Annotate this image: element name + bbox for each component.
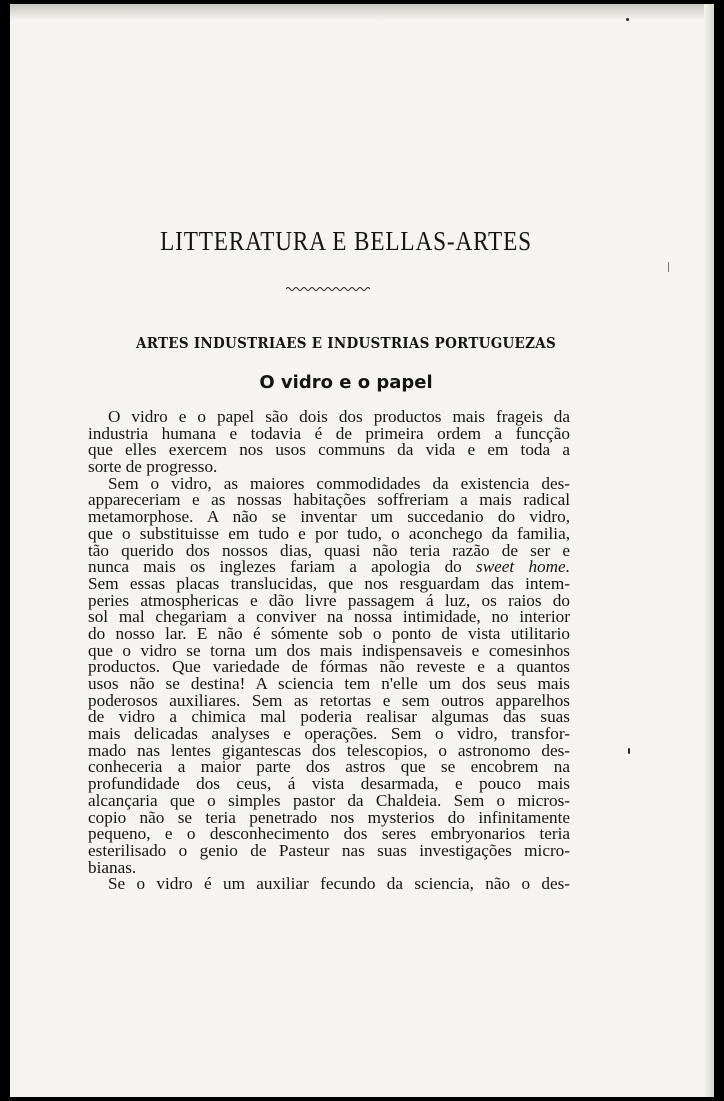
text-line: copio não se teria penetrado nos mysterios do infinitamente <box>88 807 570 827</box>
text-line: que o substituisse em tudo e por tudo, o aconchego da familia, <box>88 523 570 543</box>
article-title: ARTES INDUSTRIAES E INDUSTRIAS PORTUGUEZAS <box>135 334 557 352</box>
scan-speck <box>668 262 669 272</box>
section-title: LITTERATURA E BELLAS-ARTES <box>160 226 532 256</box>
text-line: productos. Que variedade de fórmas não reveste e a quantos <box>88 657 570 677</box>
text-line: pequeno, e o desconhecimento dos seres embryonarios teria <box>88 824 570 844</box>
scan-speck <box>628 748 630 754</box>
page-edge-shadow <box>704 4 714 1097</box>
scan-speck <box>626 18 629 21</box>
text-line: alcançaria que o simples pastor da Chaldeia. Sem o micros- <box>88 790 570 810</box>
article-body <box>88 409 570 893</box>
wavy-divider-ornament <box>286 285 370 293</box>
text-line: peries atmosphericas e dão livre passagem á luz, os raios do <box>88 590 570 610</box>
text-line: appareceriam e as nossas habitações soffreriam a mais radical <box>88 490 570 510</box>
text-line: industria humana e todavia é de primeira ordem a funcção <box>88 423 570 443</box>
text-line: mais delicadas analyses e operações. Sem o vidro, transfor- <box>88 724 570 744</box>
text-line: metamorphose. A não se inventar um succedanio do vidro, <box>88 507 570 527</box>
text-line: Sem essas placas translucidas, que nos resguardam das intem- <box>88 573 570 593</box>
page-top-shadow <box>10 4 714 20</box>
text-line: tão querido dos nossos dias, quasi não teria razão de ser e <box>88 540 570 560</box>
text-line: de vidro a chimica mal poderia realisar algumas das suas <box>88 707 570 727</box>
text-line: bianas. <box>88 857 137 877</box>
article-subtitle: O vidro e o papel <box>259 372 433 393</box>
text-line: Se o vidro é um auxiliar fecundo da sciencia, não o des- <box>108 874 570 894</box>
text-line: usos não se destina! A sciencia tem n'elle um dos seus mais <box>88 674 570 693</box>
text-line: Sem o vidro, as maiores commodidades da existencia des- <box>108 473 570 493</box>
text-line: sorte de progresso. <box>88 457 218 477</box>
text-line: esterilisado o genio de Pasteur nas suas investigações micro- <box>88 840 570 860</box>
text-line: do nosso lar. E não é sómente sob o ponto de vista utilitario <box>88 623 570 643</box>
text-line: que o vidro se torna um dos mais indispensaveis e comesinhos <box>88 640 570 660</box>
scanned-page <box>10 4 714 1097</box>
text-line: O vidro e o papel são dois dos productos mais frageis da <box>108 407 570 426</box>
text-line: poderosos auxiliares. Sem as retortas e sem outros apparelhos <box>88 690 570 710</box>
text-line: profundidade dos ceus, á vista desarmada, e pouco mais <box>88 774 570 794</box>
text-line: mado nas lentes gigantescas dos telescopios, o astronomo des- <box>88 740 570 760</box>
text-line: conheceria a maior parte dos astros que se encobrem na <box>88 757 570 777</box>
text-line: nunca mais os inglezes fariam a apologia do sweet home. <box>88 557 570 577</box>
text-line: que elles exercem nos usos communs da vida e em toda a <box>88 440 570 460</box>
text-line: sol mal chegariam a conviver na nossa intimidade, no interior <box>88 607 570 627</box>
